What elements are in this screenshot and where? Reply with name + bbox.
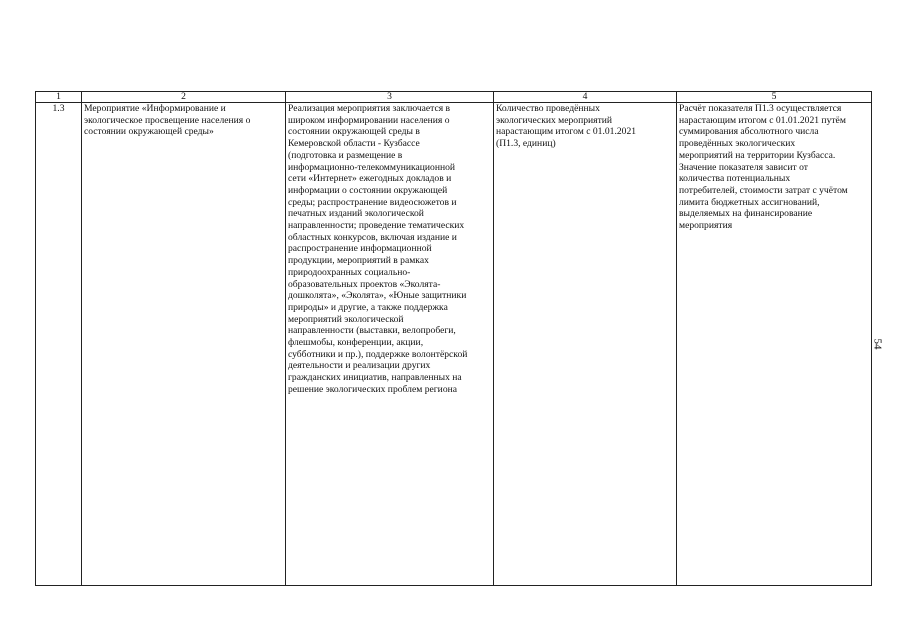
calculation-method: Расчёт показателя П1.3 осуществляется нарастающим итогом с 01.01.2021 путём суммирования абсолютного числа проведённых экологических мероприятий на территории Кузбасса. Значение показателя зависит от количества потенциальных потребителей, стоимости затрат с учётом лимита бюджетных ассигнований, выделяемых на финансирование мероприятия [679, 103, 848, 232]
row-number-cell [36, 103, 82, 586]
table-row [36, 103, 872, 586]
row-number: 1.3 [52, 103, 65, 114]
header-col-2: 2 [82, 92, 286, 103]
event-name: Мероприятие «Информирование и экологическое просвещение населения о состоянии окружающей среды» [84, 103, 251, 138]
event-description-cell [286, 103, 494, 586]
event-description: Реализация мероприятия заключается в широком информировании населения о состоянии окружающей среды в Кемеровской области - Кузбассе (подготовка и размещение в информационно-телекоммуникационной сети «Интернет» ежегодных докладов и информации о состоянии окружающей среды; распространение видеосюжетов и печатных изданий экологической направленности; проведение тематических областных конкурсов, включая издание и распространение информационной продукции, мероприятий в рамках природоохранных социально- образовательных проектов «Эколята- дошколята», «Эколята», «Юные защитники природы» и другие, а также поддержка мероприятий экологической направленности (выставки, велопробеги, флешмобы, конференции, акции, субботники и пр.), поддержке волонтёрской деятельности и реализации других гражданских инициатив, направленных на решение экологических проблем региона [288, 103, 468, 395]
indicator-name: Количество проведённых экологических мероприятий нарастающим итогом с 01.01.2021 (П1.3, единиц) [496, 103, 637, 150]
header-col-5: 5 [677, 92, 872, 103]
event-name-cell [82, 103, 286, 586]
page-number: 54 [871, 338, 884, 350]
indicator-name-cell [494, 103, 677, 586]
indicator-table [35, 91, 872, 586]
header-col-1: 1 [36, 92, 82, 103]
header-col-4: 4 [494, 92, 677, 103]
calculation-method-cell [677, 103, 872, 586]
table-header-row [36, 92, 872, 103]
header-col-3: 3 [286, 92, 494, 103]
